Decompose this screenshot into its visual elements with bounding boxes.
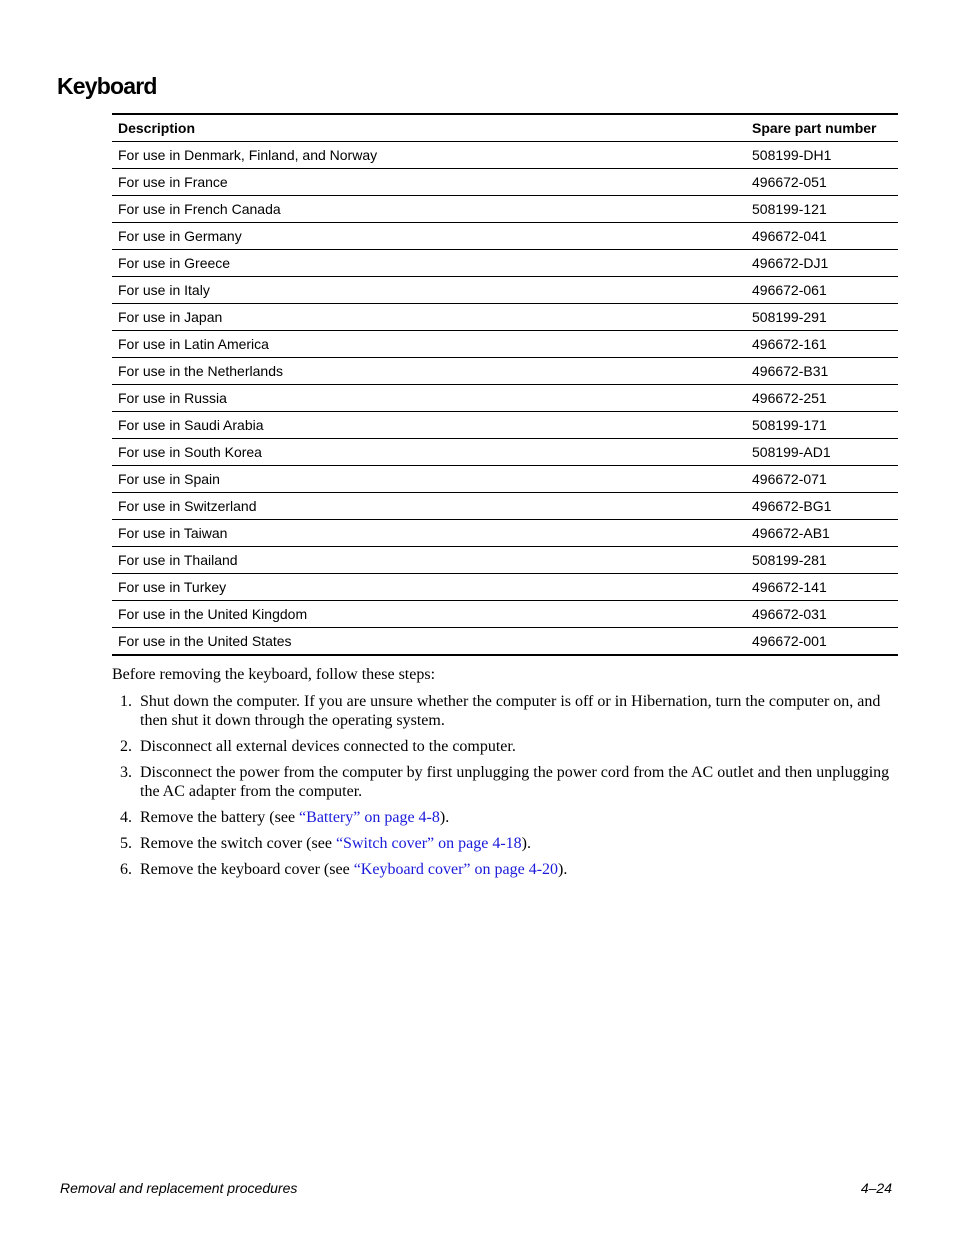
spare-part-number-cell: 496672-251 xyxy=(746,385,898,412)
table-row xyxy=(112,493,898,520)
description-cell: For use in South Korea xyxy=(112,439,746,466)
description-cell: For use in Turkey xyxy=(112,574,746,601)
spare-part-number-cell: 508199-171 xyxy=(746,412,898,439)
step-number: 4. xyxy=(120,809,132,826)
column-header-description: Description xyxy=(112,114,746,142)
spare-part-number-cell: 496672-161 xyxy=(746,331,898,358)
spare-part-number-cell: 508199-AD1 xyxy=(746,439,898,466)
description-cell: For use in Germany xyxy=(112,223,746,250)
spare-part-number-cell: 496672-AB1 xyxy=(746,520,898,547)
spare-part-number-cell: 508199-DH1 xyxy=(746,142,898,169)
description-cell: For use in Switzerland xyxy=(112,493,746,520)
spare-part-number-cell: 496672-041 xyxy=(746,223,898,250)
steps-list xyxy=(112,692,902,886)
spare-part-number-cell: 508199-121 xyxy=(746,196,898,223)
spare-part-number-cell: 496672-051 xyxy=(746,169,898,196)
description-cell: For use in the United Kingdom xyxy=(112,601,746,628)
table-row xyxy=(112,385,898,412)
step-text-end: ). xyxy=(521,835,531,852)
cross-reference-link[interactable]: “Battery” on page 4-8 xyxy=(299,809,440,826)
description-cell: For use in Thailand xyxy=(112,547,746,574)
table-header-row xyxy=(112,114,898,142)
step-item xyxy=(112,737,902,756)
table-row xyxy=(112,196,898,223)
spare-part-number-cell: 496672-061 xyxy=(746,277,898,304)
spare-part-number-cell: 508199-281 xyxy=(746,547,898,574)
table-row xyxy=(112,601,898,628)
description-cell: For use in France xyxy=(112,169,746,196)
step-item xyxy=(112,808,902,827)
step-number: 5. xyxy=(120,835,132,852)
description-cell: For use in Spain xyxy=(112,466,746,493)
description-cell: For use in Italy xyxy=(112,277,746,304)
spare-part-number-cell: 496672-BG1 xyxy=(746,493,898,520)
cross-reference-link[interactable]: “Keyboard cover” on page 4-20 xyxy=(353,861,559,878)
description-cell: For use in Latin America xyxy=(112,331,746,358)
table-row xyxy=(112,223,898,250)
table-row xyxy=(112,439,898,466)
step-number: 2. xyxy=(120,738,132,755)
table-row xyxy=(112,520,898,547)
table-row xyxy=(112,277,898,304)
footer-section-title: Removal and replacement procedures xyxy=(60,1180,298,1196)
description-cell: For use in the United States xyxy=(118,633,292,649)
table-row xyxy=(112,331,898,358)
step-item xyxy=(112,692,902,730)
table-row xyxy=(112,628,898,656)
step-text-end: ). xyxy=(439,809,450,826)
cross-reference-link[interactable]: “Switch cover” on page 4-18 xyxy=(335,835,522,852)
step-text: Shut down the computer. If you are unsure whether the computer is off or in Hibernation, turn the computer on, and then shut it down through the operating system. xyxy=(140,693,881,729)
table-row xyxy=(112,250,898,277)
table-row xyxy=(112,358,898,385)
table-row xyxy=(112,304,898,331)
description-cell: For use in French Canada xyxy=(112,196,746,223)
description-cell: For use in Taiwan xyxy=(112,520,746,547)
description-cell: For use in Japan xyxy=(112,304,746,331)
description-cell: For use in Greece xyxy=(112,250,746,277)
table-row xyxy=(112,142,898,169)
description-cell: For use in Denmark, Finland, and Norway xyxy=(112,142,746,169)
description-cell: For use in Russia xyxy=(112,385,746,412)
step-text: Remove the switch cover (see xyxy=(140,835,336,852)
column-header-spare-part-number: Spare part number xyxy=(746,114,898,142)
step-number: 3. xyxy=(120,764,132,781)
step-text: Disconnect all external devices connected to the computer. xyxy=(140,738,516,755)
spare-part-number-cell: 496672-031 xyxy=(746,601,898,628)
description-cell: For use in Saudi Arabia xyxy=(112,412,746,439)
step-number: 1. xyxy=(120,693,132,710)
step-item xyxy=(112,860,902,879)
spare-part-number-cell: 496672-141 xyxy=(746,574,898,601)
page-title: Keyboard xyxy=(57,73,157,100)
spare-part-number-cell: 496672-001 xyxy=(752,633,827,649)
step-item xyxy=(112,834,902,853)
spare-part-number-cell: 508199-291 xyxy=(746,304,898,331)
table-row xyxy=(112,574,898,601)
intro-text: Before removing the keyboard, follow these steps: xyxy=(112,666,436,683)
table-row xyxy=(112,466,898,493)
description-cell: For use in the Netherlands xyxy=(112,358,746,385)
step-text: Remove the keyboard cover (see xyxy=(140,861,354,878)
footer-page-number: 4–24 xyxy=(860,1180,892,1196)
spare-parts-table xyxy=(112,113,898,656)
step-item xyxy=(112,763,902,801)
spare-part-number-cell: 496672-DJ1 xyxy=(746,250,898,277)
table-row xyxy=(112,412,898,439)
step-text: Remove the battery (see xyxy=(140,809,300,826)
step-text: Disconnect the power from the computer by first unplugging the power cord from the AC outlet and then unplugging the AC adapter from the computer. xyxy=(140,764,890,800)
step-text-end: ). xyxy=(558,861,568,878)
table-body xyxy=(112,142,898,656)
table-row xyxy=(112,547,898,574)
spare-part-number-cell: 496672-071 xyxy=(746,466,898,493)
table-row xyxy=(112,169,898,196)
spare-part-number-cell: 496672-B31 xyxy=(746,358,898,385)
step-number: 6. xyxy=(120,861,132,878)
